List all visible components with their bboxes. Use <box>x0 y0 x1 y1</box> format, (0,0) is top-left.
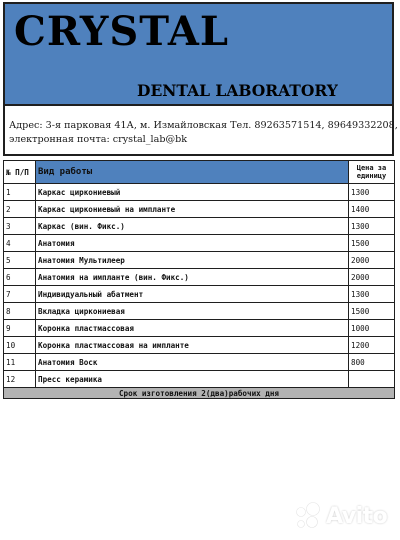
row-name: Пресс керамика <box>36 371 349 388</box>
row-price: 1300 <box>349 286 395 303</box>
row-num: 7 <box>4 286 36 303</box>
row-price: 2000 <box>349 269 395 286</box>
table-row <box>4 201 395 218</box>
row-num: 4 <box>4 235 36 252</box>
contact-line-1: Адрес: 3-я парковая 41А, м. Измайловская Тел. 89263571514, 89649332208, <box>9 120 398 131</box>
table-row <box>4 252 395 269</box>
row-num: 2 <box>4 201 36 218</box>
row-price: 2000 <box>349 252 395 269</box>
row-num: 11 <box>4 354 36 371</box>
production-time-note: Срок изготовления 2(два)рабочих дня <box>4 388 395 399</box>
contact-info <box>3 106 398 156</box>
row-price: 800 <box>349 354 395 371</box>
row-name: Индивидуальный абатмент <box>36 286 349 303</box>
contact-line-2: электронная почта: crystal_lab@bk <box>9 133 188 145</box>
row-price: 1200 <box>349 337 395 354</box>
table-row <box>4 286 395 303</box>
row-price: 1300 <box>349 184 395 201</box>
header-num: № П/П <box>4 161 36 184</box>
row-price: 1300 <box>349 218 395 235</box>
row-num: 6 <box>4 269 36 286</box>
row-name: Анатомия на импланте (вин. Фикс.) <box>36 269 349 286</box>
avito-dots-icon <box>292 501 322 531</box>
row-price: 1000 <box>349 320 395 337</box>
row-name: Каркас циркониевый <box>36 184 349 201</box>
brand-subtitle: DENTAL LABORATORY <box>137 81 338 100</box>
table-row <box>4 337 395 354</box>
row-name: Вкладка циркониевая <box>36 303 349 320</box>
row-name: Коронка пластмассовая на импланте <box>36 337 349 354</box>
table-header-row <box>4 161 395 184</box>
table-footer-row <box>4 388 395 399</box>
header-price: Цена за единицу <box>349 161 395 184</box>
table-row <box>4 354 395 371</box>
row-num: 8 <box>4 303 36 320</box>
table-row <box>4 320 395 337</box>
table-row <box>4 371 395 388</box>
row-price: 1500 <box>349 235 395 252</box>
price-table <box>3 160 395 399</box>
header-banner <box>3 2 394 106</box>
table-row <box>4 269 395 286</box>
row-name: Анатомия <box>36 235 349 252</box>
row-name: Коронка пластмассовая <box>36 320 349 337</box>
row-num: 1 <box>4 184 36 201</box>
table-row <box>4 303 395 320</box>
watermark-text: Avito <box>326 503 388 529</box>
row-num: 9 <box>4 320 36 337</box>
row-name: Каркас циркониевый на импланте <box>36 201 349 218</box>
header-work: Вид работы <box>36 161 349 184</box>
table-row <box>4 235 395 252</box>
table-row <box>4 184 395 201</box>
watermark <box>292 501 387 531</box>
table-row <box>4 218 395 235</box>
row-name: Анатомия Мультилеер <box>36 252 349 269</box>
row-num: 5 <box>4 252 36 269</box>
row-name: Каркас (вин. Фикс.) <box>36 218 349 235</box>
row-price: 1400 <box>349 201 395 218</box>
row-num: 10 <box>4 337 36 354</box>
row-price <box>349 371 395 388</box>
row-price: 1500 <box>349 303 395 320</box>
row-name: Анатомия Воск <box>36 354 349 371</box>
row-num: 12 <box>4 371 36 388</box>
brand-title: CRYSTAL <box>14 8 230 55</box>
row-num: 3 <box>4 218 36 235</box>
